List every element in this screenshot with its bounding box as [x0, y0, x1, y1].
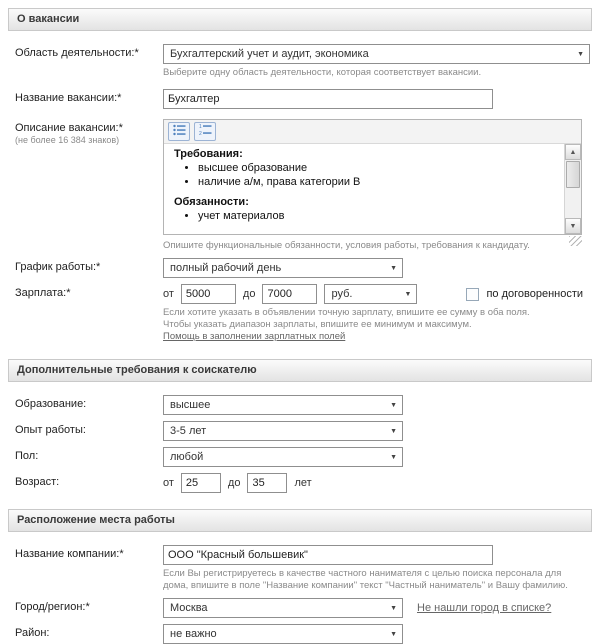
section-header-requirements [8, 359, 592, 382]
salary-to-input[interactable] [262, 284, 317, 304]
description-label-block [15, 119, 163, 252]
activity-label: Область деятельности:* [15, 47, 139, 59]
salary-row [8, 284, 592, 343]
salary-from-input[interactable] [181, 284, 236, 304]
description-sublabel: (не более 16 384 знаков) [15, 135, 120, 145]
section-title: Дополнительные требования к соискателю [17, 364, 257, 376]
education-label: Образование: [15, 398, 87, 410]
vacancy-name-row [8, 89, 592, 109]
bullet-list-icon [173, 124, 186, 139]
salary-hint-2: Чтобы указать диапазон зарплаты, впишите ее минимум и максимум. [163, 319, 472, 330]
scroll-up-icon[interactable]: ▲ [565, 144, 581, 160]
company-row [8, 545, 592, 592]
salary-label: Зарплата:* [15, 287, 71, 299]
svg-text:2: 2 [198, 131, 202, 136]
experience-value: 3-5 лет [170, 425, 207, 437]
experience-label: Опыт работы: [15, 424, 86, 436]
company-hint: Если Вы регистрируетесь в качестве частного нанимателя с целью поиска персонала для дома, впишите в поле "Название компании" текст "Частный наниматель" и Вашу фамилию. [163, 568, 568, 591]
description-content[interactable] [164, 144, 564, 234]
scrollbar-thumb[interactable] [566, 161, 580, 188]
gender-label: Пол: [15, 450, 39, 462]
age-units-label: лет [294, 477, 312, 489]
experience-select[interactable] [163, 421, 403, 441]
district-value: не важно [170, 628, 217, 640]
section-header-location [8, 509, 592, 532]
education-row [8, 395, 592, 415]
activity-select[interactable] [163, 44, 590, 64]
age-to-label: до [227, 477, 241, 489]
description-editor [163, 119, 582, 235]
numbered-list-icon [199, 124, 212, 139]
city-row [8, 598, 592, 618]
chevron-down-icon: ▼ [390, 427, 397, 435]
description-bullet: • высшее образование [198, 161, 554, 175]
schedule-row [8, 258, 592, 278]
description-row [8, 119, 592, 252]
gender-select[interactable] [163, 447, 403, 467]
activity-hint: Выберите одну область деятельности, которая соответствует вакансии. [163, 67, 482, 78]
schedule-value: полный рабочий день [170, 262, 282, 274]
age-from-input[interactable] [181, 473, 221, 493]
numbered-list-button[interactable] [194, 122, 216, 141]
experience-row [8, 421, 592, 441]
description-bullet: • наличие а/м, права категории B [198, 175, 554, 189]
company-label: Название компании:* [15, 548, 124, 560]
description-heading: Обязанности: [174, 196, 249, 208]
age-row [8, 473, 592, 493]
description-heading: Требования: [174, 148, 243, 160]
salary-hint-1: Если хотите указать в объявлении точную зарплату, впишите ее сумму в оба поля. [163, 307, 530, 318]
activity-row [8, 44, 592, 79]
chevron-down-icon: ▼ [390, 453, 397, 461]
editor-toolbar [164, 120, 581, 144]
district-label: Район: [15, 627, 50, 639]
currency-value: руб. [331, 288, 353, 300]
section-title: Расположение места работы [17, 514, 175, 526]
vacancy-name-label: Название вакансии:* [15, 92, 122, 104]
salary-from-label: от [163, 288, 174, 300]
section-header-vacancy [8, 8, 592, 31]
education-value: высшее [170, 399, 211, 411]
chevron-down-icon: ▼ [577, 50, 584, 58]
schedule-select[interactable] [163, 258, 403, 278]
chevron-down-icon: ▼ [404, 290, 412, 298]
salary-to-label: до [242, 288, 256, 300]
age-label: Возраст: [15, 476, 60, 488]
description-bullet-list [198, 161, 554, 189]
education-select[interactable] [163, 395, 403, 415]
company-input[interactable] [163, 545, 493, 565]
city-not-found-link[interactable]: Не нашли город в списке? [417, 602, 552, 614]
vacancy-name-input[interactable] [163, 89, 493, 109]
negotiable-checkbox[interactable] [466, 288, 479, 301]
chevron-down-icon: ▼ [390, 604, 397, 612]
city-value: Москва [170, 602, 208, 614]
currency-select[interactable] [324, 284, 417, 304]
scroll-down-icon[interactable]: ▼ [565, 218, 581, 234]
chevron-down-icon: ▼ [390, 264, 397, 272]
district-select[interactable] [163, 624, 403, 644]
scrollbar-track[interactable] [565, 160, 581, 218]
schedule-label: График работы:* [15, 261, 101, 273]
description-hint: Опишите функциональные обязанности, условия работы, требования к кандидату. [163, 240, 530, 251]
city-select[interactable] [163, 598, 403, 618]
editor-scrollbar[interactable] [564, 144, 581, 234]
negotiable-label: по договоренности [486, 288, 584, 300]
chevron-down-icon: ▼ [390, 401, 397, 409]
gender-value: любой [170, 451, 204, 463]
section-title: О вакансии [17, 13, 80, 25]
gender-row [8, 447, 592, 467]
chevron-down-icon: ▼ [390, 630, 397, 638]
age-from-label: от [163, 477, 174, 489]
bullet-list-button[interactable] [168, 122, 190, 141]
activity-value: Бухгалтерский учет и аудит, экономика [170, 48, 369, 60]
city-label: Город/регион:* [15, 601, 90, 613]
svg-text:1: 1 [198, 124, 202, 130]
description-bullet: • учет материалов [198, 209, 554, 223]
salary-help-link[interactable]: Помощь в заполнении зарплатных полей [163, 331, 346, 342]
district-row [8, 624, 592, 644]
age-to-input[interactable] [247, 473, 287, 493]
resize-grip-icon[interactable] [569, 236, 582, 246]
description-bullet-list [198, 209, 554, 223]
description-label: Описание вакансии:* [15, 122, 123, 134]
